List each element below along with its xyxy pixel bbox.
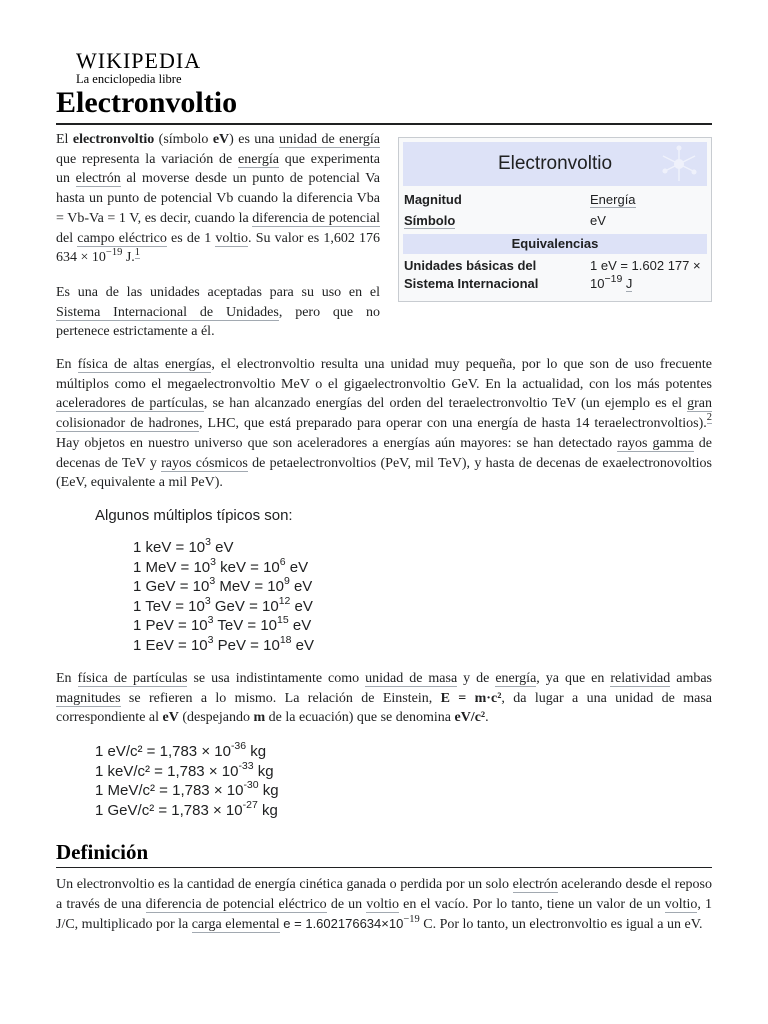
- link-diferencia-de-potencial[interactable]: diferencia de potencial: [252, 210, 381, 226]
- link-magnitudes[interactable]: magnitudes: [56, 690, 121, 706]
- list-item: 1 $eV/c^2 = 1,783 \times 10^{-36}$ kg: [95, 740, 267, 760]
- link-rayos-cosmicos[interactable]: rayos cósmicos: [161, 455, 248, 471]
- link-julio[interactable]: J: [625, 276, 633, 291]
- multiples-list: [133, 538, 314, 656]
- infobox-row-simbolo: Símbolo eV: [404, 213, 606, 228]
- title-divider: [56, 123, 712, 125]
- wikipedia-logo[interactable]: [76, 50, 201, 86]
- infobox-row-si: Unidades básicas del Sistema Internacional 1 eV = 1.602 177 × $10^{-19}$ J: [404, 258, 701, 291]
- paragraph-altas-energias: En física de altas energías, el electronvoltio resulta una unidad muy pequeña, por lo que son de uso frecuente múltiplos como el megaelectronvoltio MeV o el gigaelectronvoltio GeV. En la actualidad, con los más potentes aceleradores de partículas, se han alcanzado energías del orden del teraelectronvoltio TeV (un ejemplo es el gran colisionador de hadrones, LHC, que está preparado para operar con una energía de hasta 14 teraelectronvoltios).$^2$ Hay objetos en nuestro universo que son aceleradores a energías aún mayores: se han detectado rayos gamma de decenas de TeV y rayos cósmicos de petaelectronvoltios (PeV, mil TeV), y hasta de decenas de exaelectronovoltios (EeV, equivalente a mil PeV).: [56, 357, 713, 491]
- link-lhc[interactable]: gran colisionador de hadrones: [56, 396, 712, 432]
- link-fisica-particulas[interactable]: física de partículas: [77, 671, 188, 686]
- link-energia-2[interactable]: energía: [495, 671, 537, 686]
- link-fisica-altas-energias[interactable]: física de altas energías: [77, 357, 212, 372]
- link-unidad-de-energia[interactable]: unidad de energía: [278, 132, 381, 147]
- link-relatividad[interactable]: relatividad: [610, 671, 671, 686]
- list-item: 1 $keV/c^2 = 1,783 \times 10^{-33}$ kg: [95, 759, 274, 780]
- link-unidad-de-masa[interactable]: unidad de masa: [365, 671, 458, 686]
- list-item: 1 MeV = $10^3$ keV = $10^6$ eV: [133, 555, 309, 576]
- link-energia[interactable]: energía: [238, 151, 280, 167]
- list-item: 1 PeV = $10^3$ TeV = $10^{15}$ eV: [133, 614, 312, 635]
- link-voltio[interactable]: voltio: [215, 230, 249, 246]
- atom-icon: [659, 144, 699, 184]
- list-item: 1 GeV = $10^3$ MeV = $10^9$ eV: [133, 575, 313, 596]
- link-aceleradores[interactable]: aceleradores de partículas: [56, 396, 204, 412]
- link-carga-elemental[interactable]: carga elemental: [191, 917, 280, 933]
- section-divider: [56, 867, 712, 868]
- intro-paragraph-1: El electronvoltio (símbolo eV) es una unidad de energía que representa la variación de energía que experimenta un electrón al moverse desde un punto de potencial Va hasta un punto de potencial Vb cuando la diferencia Vba = Vb-Va = 1 V, es decir, cuando la diferencia de potencial del campo eléctrico es de 1 voltio. Su valor es 1,602 176 $634 \times 10^{-19}$ J.$^1$: [56, 132, 381, 266]
- logo-tagline: La enciclopedia libre: [76, 72, 182, 86]
- page-title: Electronvoltio: [56, 86, 238, 119]
- link-sistema-internacional[interactable]: Sistema Internacional de Unidades: [56, 304, 279, 320]
- link-energia-infobox[interactable]: Energía: [590, 192, 636, 207]
- list-item: 1 EeV = $10^3$ PeV = $10^{18}$ eV: [133, 633, 315, 654]
- infobox-title: Electronvoltio: [403, 142, 707, 186]
- infobox: [398, 137, 712, 302]
- link-electron-2[interactable]: electrón: [512, 877, 558, 892]
- link-electron[interactable]: electrón: [75, 171, 121, 187]
- section-heading-definicion: Definición: [56, 840, 149, 864]
- paragraph-particulas: En física de partículas se usa indistintamente como unidad de masa y de energía, ya que en relatividad ambas magnitudes se refieren a lo mismo. La relación de Einstein, E = m·c², da lugar a una unidad de masa correspondiente al eV (despejando m de la ecuación) que se denomina eV/c².: [56, 671, 712, 726]
- infobox-row-magnitud: Magnitud Energía: [404, 192, 636, 207]
- mass-equivalents-list: [95, 742, 279, 820]
- link-simbolo[interactable]: Símbolo: [404, 213, 456, 228]
- logo-wordmark: WIKIPEDIA: [76, 48, 202, 73]
- list-item: 1 $MeV/c^2 = 1,783 \times 10^{-30}$ kg: [95, 779, 279, 800]
- list-item: 1 keV = $10^3$ eV: [133, 536, 234, 556]
- infobox-section-equivalencias: Equivalencias: [403, 234, 707, 254]
- link-campo-electrico[interactable]: campo eléctrico: [77, 230, 167, 246]
- list-item: 1 $GeV/c^2 = 1,783 \times 10^{-27}$ kg: [95, 798, 278, 819]
- reference-1[interactable]: 1: [134, 246, 141, 258]
- link-rayos-gamma[interactable]: rayos gamma: [617, 435, 694, 451]
- link-diferencia-potencial-electrico[interactable]: diferencia de potencial eléctrico: [145, 896, 327, 912]
- list-item: 1 TeV = $10^3$ GeV = $10^{12}$ eV: [133, 594, 313, 615]
- reference-2[interactable]: 2: [706, 412, 712, 424]
- link-voltio-2[interactable]: voltio: [366, 896, 399, 912]
- intro-paragraph-2: Es una de las unidades aceptadas para su uso en el Sistema Internacional de Unidades, pero que no pertenece estrictamente a él.: [56, 285, 380, 340]
- multiples-intro: Algunos múltiplos típicos son:: [95, 507, 293, 524]
- paragraph-definicion: Un electronvoltio es la cantidad de energía cinética ganada o perdida por un solo electrón acelerando desde el reposo a través de una diferencia de potencial eléctrico de un voltio en el vacío. Por lo tanto, tiene un valor de un voltio, 1 J/C, multiplicado por la carga elemental $e = 1.602176634\times 10^{-19}$ C. Por lo tanto, un electronvoltio es igual a un eV.: [56, 877, 713, 933]
- link-voltio-3[interactable]: voltio: [664, 896, 698, 912]
